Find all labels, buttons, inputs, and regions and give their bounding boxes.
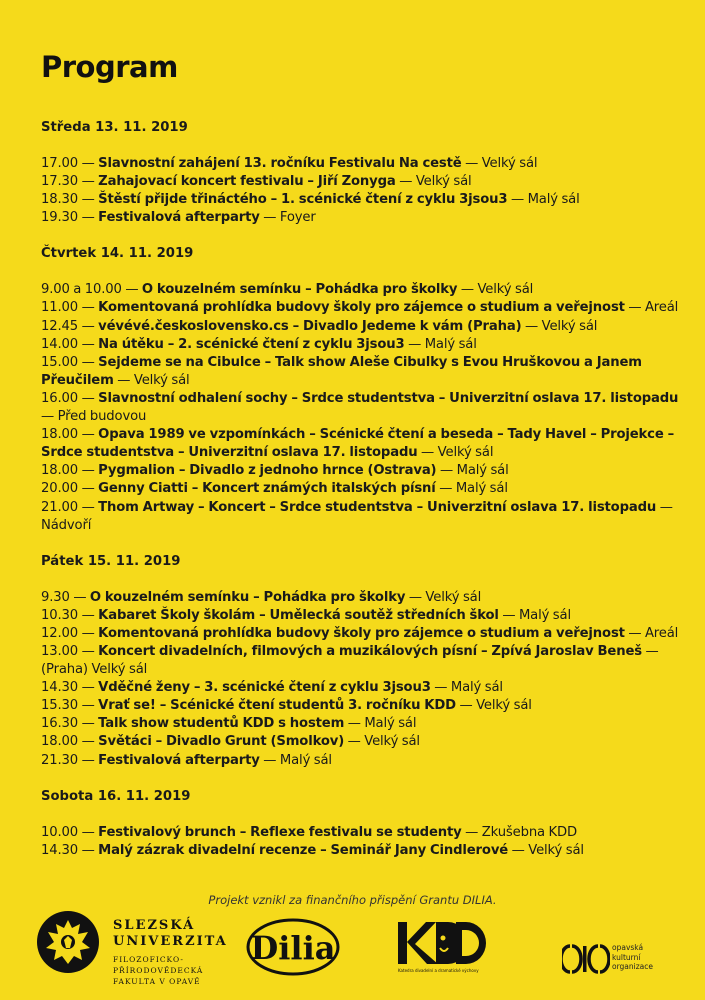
event-title: Zahajovací koncert festivalu – Jiří Zonyga bbox=[98, 174, 396, 190]
event-time: 16.30 bbox=[41, 716, 79, 732]
separator: — bbox=[81, 842, 95, 858]
separator: — bbox=[465, 156, 479, 171]
event-title: Světáci – Divadlo Grunt (Smolkov) bbox=[98, 734, 345, 750]
event-item bbox=[41, 842, 681, 860]
event-item bbox=[41, 426, 681, 462]
separator: — bbox=[81, 824, 95, 840]
event-venue: Malý sál bbox=[518, 607, 571, 623]
event-item bbox=[41, 462, 681, 480]
separator: — bbox=[645, 643, 659, 659]
separator: — bbox=[628, 300, 642, 316]
event-item bbox=[41, 697, 681, 715]
dilia-text: Dilia bbox=[250, 929, 336, 967]
event-venue: Velký sál bbox=[477, 282, 534, 298]
event-title: Slavnostní odhalení sochy – Srdce studentstva – Univerzitní oslava 17. listopadu bbox=[98, 390, 679, 406]
event-title: Opava 1989 ve vzpomínkách – Scénické čtení a beseda – Tady Havel – Projekce – Srdce studentstva – Univerzitní oslava 17. listopadu bbox=[41, 427, 675, 461]
event-item bbox=[41, 679, 681, 697]
event-time: 18.00 bbox=[41, 463, 79, 479]
event-time: 18.00 bbox=[41, 734, 79, 750]
separator: — bbox=[73, 589, 87, 605]
separator: — bbox=[263, 752, 277, 768]
page-title: Program bbox=[41, 50, 178, 84]
event-title: Slavnostní zahájení 13. ročníku Festivalu Na cestě bbox=[98, 156, 462, 171]
event-title: Na útěku – 2. scénické čtení z cyklu 3jsou3 bbox=[98, 336, 405, 352]
separator: — bbox=[81, 625, 95, 641]
separator: — bbox=[117, 372, 131, 388]
event-time: 11.00 bbox=[41, 300, 79, 316]
oko-text bbox=[612, 943, 653, 972]
event-title: Sejdeme se na Cibulce – Talk show Aleše Cibulky s Evou Hruškovou a Janem Přeučilem bbox=[41, 354, 642, 388]
separator: — bbox=[81, 463, 95, 479]
event-title: Koncert divadelních, filmových a muzikálových písní – Zpívá Jaroslav Beneš bbox=[98, 643, 642, 659]
separator: — bbox=[434, 680, 448, 696]
grant-credit: Projekt vznikl za finančního přispění Grantu DILIA. bbox=[208, 893, 497, 907]
separator: — bbox=[81, 336, 95, 352]
event-item bbox=[41, 589, 681, 607]
su-faculty bbox=[113, 954, 228, 987]
event-title: Vrať se! – Scénické čtení studentů 3. ročníku KDD bbox=[98, 698, 456, 714]
event-item bbox=[41, 499, 681, 535]
slezska-univerzita-emblem-icon bbox=[36, 910, 100, 974]
separator: — bbox=[460, 282, 474, 298]
separator: — bbox=[81, 427, 95, 443]
event-title: Festivalová afterparty bbox=[98, 210, 260, 226]
event-item bbox=[41, 354, 681, 390]
day-heading: Pátek 15. 11. 2019 bbox=[41, 553, 181, 569]
event-time: 14.00 bbox=[41, 336, 79, 352]
event-item bbox=[41, 643, 681, 679]
kdd-logo bbox=[396, 920, 492, 974]
event-time: 13.00 bbox=[41, 643, 79, 659]
event-item bbox=[41, 336, 681, 354]
event-time: 17.30 bbox=[41, 174, 79, 190]
separator: — bbox=[421, 445, 435, 461]
su-line-1: SLEZSKÁ bbox=[113, 918, 196, 933]
separator: — bbox=[81, 752, 95, 768]
event-time: 14.30 bbox=[41, 842, 79, 858]
event-title: Thom Artway – Koncert – Srdce studentstva – Univerzitní oslava 17. listopadu bbox=[98, 499, 657, 515]
separator: — bbox=[408, 336, 422, 352]
event-title: Festivalová afterparty bbox=[98, 752, 260, 768]
program-list bbox=[41, 119, 681, 878]
event-item bbox=[41, 715, 681, 733]
separator: — bbox=[465, 824, 479, 840]
event-item bbox=[41, 752, 681, 770]
event-list bbox=[41, 155, 681, 227]
event-venue: Malý sál bbox=[424, 336, 477, 352]
separator: — bbox=[525, 318, 539, 334]
separator: — bbox=[347, 734, 361, 750]
event-venue: Velký sál bbox=[528, 842, 584, 858]
event-title: Malý zázrak divadelní recenze – Seminář Jany Cindlerové bbox=[98, 842, 509, 858]
separator: — bbox=[125, 282, 139, 298]
separator: — bbox=[628, 625, 642, 641]
event-title: Festivalový brunch – Reflexe festivalu se studenty bbox=[98, 824, 462, 840]
separator: — bbox=[439, 481, 453, 497]
su-line-4: PŘÍRODOVĚDECKÁ bbox=[113, 966, 204, 975]
separator: — bbox=[659, 499, 673, 515]
separator: — bbox=[81, 354, 95, 370]
event-venue: Zkušebna KDD bbox=[481, 824, 578, 840]
event-item bbox=[41, 173, 681, 191]
event-venue: Areál bbox=[644, 625, 679, 641]
event-title: O kouzelném semínku – Pohádka pro školky bbox=[141, 282, 458, 298]
separator: — bbox=[502, 607, 516, 623]
event-title: O kouzelném semínku – Pohádka pro školky bbox=[89, 589, 406, 605]
event-venue: Velký sál bbox=[541, 318, 598, 334]
event-title: Genny Ciatti – Koncert známých italských písní bbox=[98, 481, 436, 497]
event-title: Komentovaná prohlídka budovy školy pro zájemce o studium a veřejnost bbox=[98, 300, 625, 316]
event-item bbox=[41, 209, 681, 227]
separator: — bbox=[263, 210, 277, 226]
event-time: 17.00 bbox=[41, 156, 79, 171]
event-venue: Malý sál bbox=[364, 716, 417, 732]
separator: — bbox=[81, 499, 95, 515]
day-heading: Sobota 16. 11. 2019 bbox=[41, 788, 191, 804]
event-title: Štěstí přijde třináctého – 1. scénické čtení z cyklu 3jsou3 bbox=[98, 192, 508, 208]
separator: — bbox=[81, 716, 95, 732]
event-title: Komentovaná prohlídka budovy školy pro zájemce o studium a veřejnost bbox=[98, 625, 625, 641]
oko-line-1: opavská bbox=[612, 943, 644, 952]
separator: — bbox=[440, 463, 454, 479]
event-title: Pygmalion – Divadlo z jednoho hrnce (Ostrava) bbox=[98, 463, 437, 479]
separator: — bbox=[81, 607, 95, 623]
separator: — bbox=[81, 318, 95, 334]
event-item bbox=[41, 480, 681, 498]
event-time: 15.30 bbox=[41, 698, 79, 714]
event-venue: Malý sál bbox=[279, 752, 332, 768]
separator: — bbox=[511, 842, 525, 858]
event-venue: Nádvoří bbox=[41, 517, 92, 533]
separator: — bbox=[81, 156, 95, 171]
event-venue: Malý sál bbox=[527, 192, 580, 208]
event-venue: Velký sál bbox=[415, 174, 472, 190]
event-venue: Malý sál bbox=[450, 680, 503, 696]
separator: — bbox=[408, 589, 422, 605]
event-venue: Malý sál bbox=[456, 463, 509, 479]
event-title: Talk show studentů KDD s hostem bbox=[98, 716, 345, 732]
separator: — bbox=[347, 716, 361, 732]
separator: — bbox=[41, 409, 55, 425]
event-venue: (Praha) Velký sál bbox=[41, 662, 148, 678]
dilia-logo bbox=[246, 918, 340, 976]
event-venue: Foyer bbox=[279, 210, 316, 226]
event-list bbox=[41, 824, 681, 860]
event-time: 9.00 a 10.00 bbox=[41, 282, 122, 298]
event-time: 10.00 bbox=[41, 824, 79, 840]
event-venue: Areál bbox=[644, 300, 679, 316]
event-item bbox=[41, 299, 681, 317]
oko-line-3: organizace bbox=[612, 962, 654, 971]
event-list bbox=[41, 281, 681, 534]
separator: — bbox=[81, 390, 95, 406]
event-time: 19.30 bbox=[41, 210, 79, 226]
event-time: 18.30 bbox=[41, 192, 79, 208]
su-line-3: FILOZOFICKO- bbox=[113, 955, 184, 964]
separator: — bbox=[459, 698, 473, 714]
event-time: 21.00 bbox=[41, 499, 79, 515]
event-time: 9.30 bbox=[41, 589, 70, 605]
event-item bbox=[41, 191, 681, 209]
event-venue: Před budovou bbox=[57, 409, 147, 425]
su-line-5: FAKULTA V OPAVĚ bbox=[113, 977, 201, 986]
day-heading: Středa 13. 11. 2019 bbox=[41, 120, 188, 135]
event-time: 20.00 bbox=[41, 481, 79, 497]
event-item bbox=[41, 390, 681, 426]
event-time: 12.00 bbox=[41, 625, 79, 641]
event-venue: Velký sál bbox=[476, 698, 532, 714]
event-item bbox=[41, 281, 681, 299]
separator: — bbox=[81, 734, 95, 750]
event-item bbox=[41, 155, 681, 173]
slezska-univerzita-logo bbox=[113, 918, 228, 987]
su-line-2: UNIVERZITA bbox=[113, 934, 228, 949]
separator: — bbox=[510, 192, 525, 208]
event-time: 14.30 bbox=[41, 680, 79, 696]
oko-line-2: kulturní bbox=[612, 952, 641, 962]
separator: — bbox=[81, 698, 95, 714]
event-item bbox=[41, 625, 681, 643]
event-title: Vděčné ženy – 3. scénické čtení z cyklu 3jsou3 bbox=[98, 680, 431, 696]
event-item bbox=[41, 824, 681, 842]
event-venue: Velký sál bbox=[425, 589, 482, 605]
separator: — bbox=[81, 643, 95, 659]
separator: — bbox=[81, 210, 95, 226]
event-venue: Velký sál bbox=[364, 734, 420, 750]
event-time: 12.45 bbox=[41, 318, 79, 334]
event-time: 15.00 bbox=[41, 354, 79, 370]
separator: — bbox=[81, 192, 95, 208]
event-item bbox=[41, 318, 681, 336]
event-list bbox=[41, 589, 681, 770]
oko-logo-icon bbox=[562, 944, 610, 974]
separator: — bbox=[81, 481, 95, 497]
separator: — bbox=[81, 300, 95, 316]
separator: — bbox=[399, 174, 413, 190]
event-time: 18.00 bbox=[41, 427, 79, 443]
event-item bbox=[41, 733, 681, 751]
separator: — bbox=[81, 174, 95, 190]
separator: — bbox=[81, 680, 95, 696]
day-heading: Čtvrtek 14. 11. 2019 bbox=[41, 246, 194, 262]
event-time: 10.30 bbox=[41, 607, 79, 623]
event-venue: Velký sál bbox=[481, 156, 538, 171]
event-venue: Velký sál bbox=[133, 372, 190, 388]
kdd-subtitle: Katedra divadelní a dramatické výchovy bbox=[398, 968, 479, 973]
event-title: vévévé.československo.cs – Divadlo Jedeme k vám (Praha) bbox=[98, 318, 522, 334]
event-time: 21.30 bbox=[41, 752, 79, 768]
event-title: Kabaret Školy školám – Umělecká soutěž středních škol bbox=[98, 607, 499, 623]
event-venue: Malý sál bbox=[455, 481, 508, 497]
event-item bbox=[41, 607, 681, 625]
event-time: 16.00 bbox=[41, 390, 79, 406]
event-venue: Velký sál bbox=[437, 445, 494, 461]
